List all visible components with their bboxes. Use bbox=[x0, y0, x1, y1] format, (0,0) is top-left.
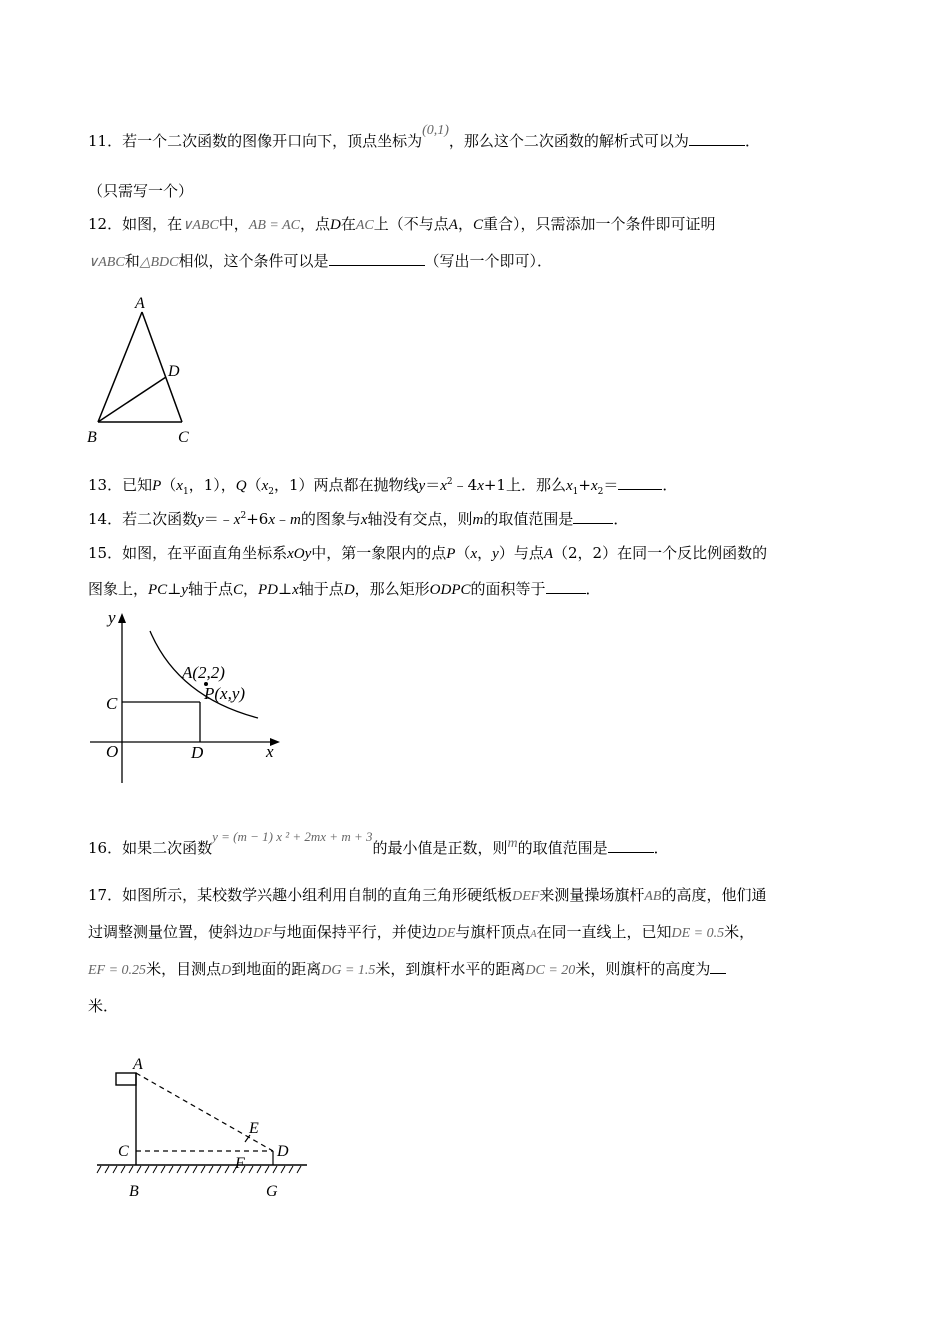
label-B: B bbox=[129, 1183, 139, 1200]
label-F: F bbox=[235, 1155, 245, 1172]
label-A: A bbox=[133, 1056, 143, 1073]
quadratic-expression: y = (m − 1) x ² + 2mx + m + 3 bbox=[212, 829, 373, 844]
question-17-line4: 米． bbox=[88, 997, 119, 1015]
label-B: B bbox=[87, 429, 97, 446]
vertex-coordinate: (0,1) bbox=[422, 123, 449, 138]
question-17-line1: 17．如图所示，某校数学兴趣小组利用自制的直角三角形硬纸板DEF来测量操场旗杆AB的高度，他们通 bbox=[88, 886, 767, 904]
question-11-note: （只需写一个） bbox=[88, 182, 194, 200]
answer-blank-11[interactable] bbox=[689, 131, 745, 146]
answer-blank-16[interactable] bbox=[608, 838, 654, 853]
question-17-line3: EF = 0.25米，目测点D到地面的距离DG = 1.5米，到旗杆水平的距离DC = 20米，则旗杆的高度为 bbox=[88, 958, 726, 982]
axis-x-label: x bbox=[266, 742, 274, 761]
label-D: D bbox=[168, 363, 180, 380]
label-D: D bbox=[277, 1143, 289, 1160]
answer-blank-15[interactable] bbox=[546, 579, 586, 594]
answer-blank-17[interactable] bbox=[710, 959, 726, 974]
question-15-line1: 15．如图，在平面直角坐标系xOy中，第一象限内的点P（x，y）与点A（2，2）在同一个反比例函数的 bbox=[88, 544, 768, 562]
label-C: C bbox=[106, 694, 118, 713]
coordinate-figure bbox=[88, 605, 288, 790]
answer-blank-12[interactable] bbox=[329, 251, 425, 266]
question-14: 14．若二次函数$y=﹣x^2+6x﹣m$的图象与x轴没有交点，则m的取值范围是 ． bbox=[88, 510, 629, 528]
answer-blank-14[interactable] bbox=[573, 509, 613, 524]
label-A: A bbox=[135, 295, 145, 312]
label-C: C bbox=[118, 1143, 129, 1160]
ground-hatching bbox=[97, 1166, 301, 1173]
question-16: 16．如果二次函数y = (m − 1) x ² + 2mx + m + 3的最小值是正数，则m的取值范围是 ． bbox=[88, 829, 669, 857]
question-13: 13．已知$P(x_1$，1），$Q(x_2$，1）两点都在抛物线$y=x^2﹣4x+1$上．那么$x_1+x_2=$ ． bbox=[88, 476, 678, 497]
label-A: A(2,2) bbox=[182, 663, 225, 682]
label-C: C bbox=[178, 429, 189, 446]
question-11-line1: 11．若一个二次函数的图像开口向下，顶点坐标为(0,1)，那么这个二次函数的解析式可以为 ． bbox=[88, 123, 760, 150]
question-12-line2: ∨ABC和△BDC相似，这个条件可以是 （写出一个即可）． bbox=[88, 252, 553, 270]
question-15-line2: 图象上，PC⊥y轴于点C，PD⊥x轴于点D，那么矩形ODPC的面积等于 ． bbox=[88, 580, 601, 598]
flagpole-figure bbox=[95, 1055, 325, 1205]
question-12-line1: 12．如图，在∨ABC中，AB = AC，点D在AC上（不与点A，C重合），只需添加一个条件即可证明 bbox=[88, 215, 716, 233]
answer-blank-13[interactable] bbox=[618, 475, 662, 490]
question-17-line2: 过调整测量位置，使斜边DF与地面保持平行，并使边DE与旗杆顶点A在同一直线上，已知DE = 0.5米， bbox=[88, 923, 755, 941]
triangle-figure bbox=[85, 290, 205, 450]
label-E: E bbox=[249, 1120, 259, 1137]
label-O: O bbox=[106, 742, 119, 761]
label-P: P(x,y) bbox=[204, 684, 246, 703]
label-D: D bbox=[191, 743, 204, 762]
axis-y-label: y bbox=[108, 608, 116, 627]
label-G: G bbox=[266, 1183, 278, 1200]
